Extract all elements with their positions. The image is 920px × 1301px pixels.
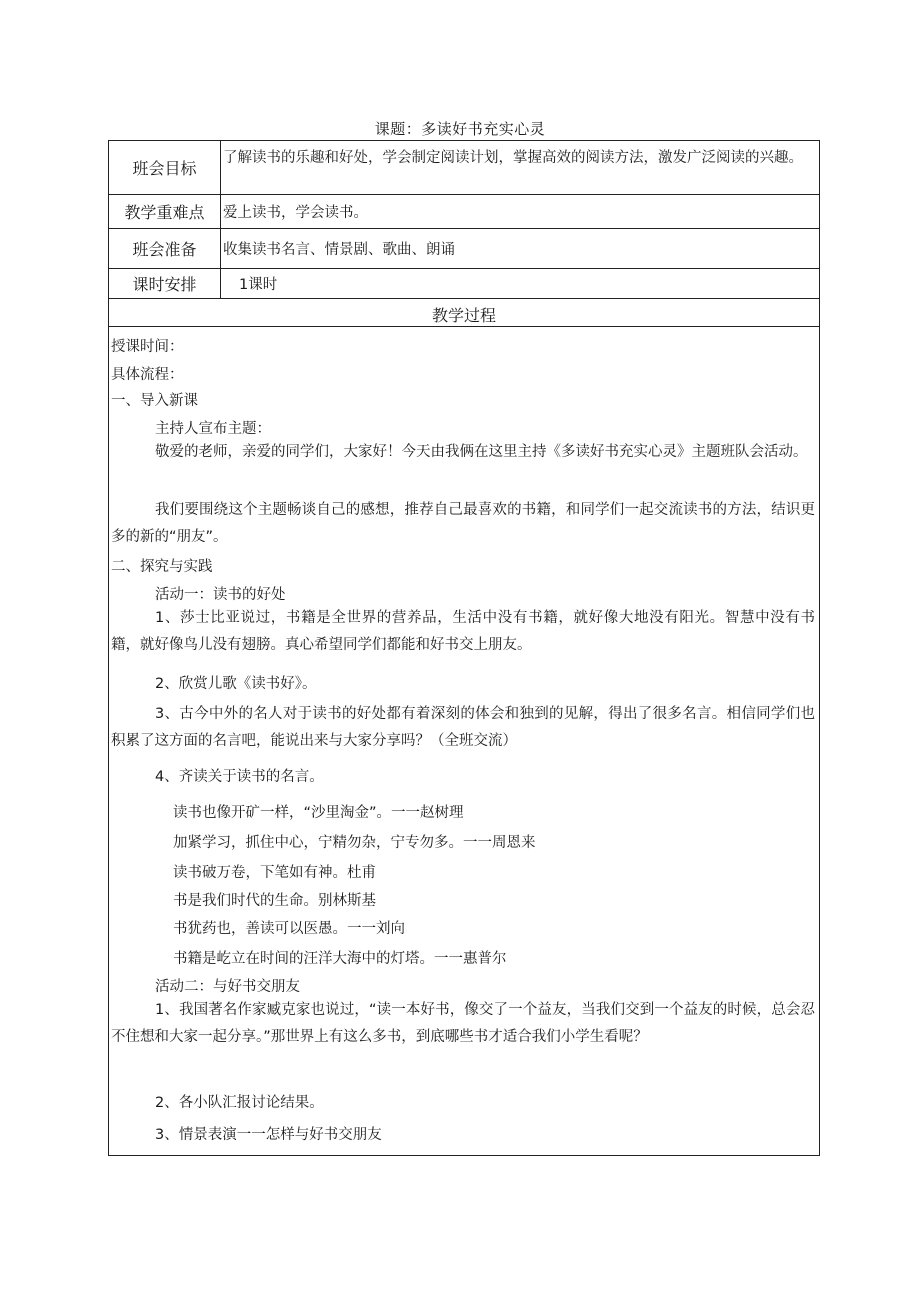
row-objective bbox=[109, 141, 819, 195]
paragraph: 敬爱的老师，亲爱的同学们，大家好！今天由我俩在这里主持《多读好书充实心灵》主题班队会活动。 bbox=[155, 444, 808, 460]
value-schedule: 1课时 bbox=[239, 277, 278, 293]
activity-heading: 活动一：读书的好处 bbox=[155, 587, 286, 603]
list-item: 2、各小队汇报讨论结果。 bbox=[155, 1095, 324, 1111]
list-item: 2、欣赏儿歌《读书好》。 bbox=[155, 676, 317, 692]
row-process-heading bbox=[109, 299, 819, 327]
process-heading: 教学过程 bbox=[431, 306, 496, 325]
quote: 书犹药也，善读可以医愚。一一刘向 bbox=[173, 921, 405, 937]
quote: 加紧学习，抓住中心，宁精勿杂，宁专勿多。一一周恩来 bbox=[173, 835, 536, 851]
section-heading: 一、导入新课 bbox=[111, 393, 198, 409]
section-heading: 二、探究与实践 bbox=[111, 559, 213, 575]
value-objective: 了解读书的乐趣和好处，学会制定阅读计划，掌握高效的阅读方法，激发广泛阅读的兴趣。 bbox=[223, 150, 803, 166]
paragraph: 3、古今中外的名人对于读书的好处都有着深刻的体会和独到的见解，得出了很多名言。相信同学们也积累了这方面的名言吧，能说出来与大家分享吗？（全班交流） bbox=[111, 706, 815, 749]
quote: 书是我们时代的生命。别林斯基 bbox=[173, 893, 376, 909]
label-key-points: 教学重难点 bbox=[109, 195, 221, 228]
paragraph: 1、我国著名作家臧克家也说过，“读一本好书，像交了一个益友，当我们交到一个益友的时候，总会忍不住想和大家一起分享。”那世界上有这么多书，到底哪些书才适合我们小学生看呢？ bbox=[111, 1002, 815, 1045]
list-item: 3、情景表演一一怎样与好书交朋友 bbox=[155, 1127, 382, 1143]
lesson-plan-table bbox=[108, 140, 820, 1156]
process-content bbox=[109, 327, 819, 1155]
value-preparation: 收集读书名言、情景剧、歌曲、朗诵 bbox=[223, 242, 455, 258]
value-key-points: 爱上读书，学会读书。 bbox=[223, 205, 368, 221]
quote: 书籍是屹立在时间的汪洋大海中的灯塔。一一惠普尔 bbox=[173, 951, 507, 967]
label-schedule: 课时安排 bbox=[109, 269, 221, 298]
process-flow: 具体流程： bbox=[111, 367, 184, 383]
quote: 读书破万卷，下笔如有神。杜甫 bbox=[173, 865, 376, 881]
host-line: 主持人宣布主题： bbox=[155, 421, 271, 437]
row-schedule bbox=[109, 269, 819, 299]
page-title: 课题：多读好书充实心灵 bbox=[374, 120, 546, 138]
teaching-time: 授课时间： bbox=[111, 339, 184, 355]
paragraph: 我们要围绕这个主题畅谈自己的感想，推荐自己最喜欢的书籍，和同学们一起交流读书的方法，结识更多的新的“朋友”。 bbox=[111, 502, 815, 545]
paragraph: 1、莎士比亚说过，书籍是全世界的营养品，生活中没有书籍，就好像大地没有阳光。智慧中没有书籍，就好像鸟儿没有翅膀。真心希望同学们都能和好书交上朋友。 bbox=[111, 610, 815, 653]
activity-heading: 活动二：与好书交朋友 bbox=[155, 979, 300, 995]
row-key-points bbox=[109, 195, 819, 229]
label-preparation: 班会准备 bbox=[109, 229, 221, 268]
label-objective: 班会目标 bbox=[109, 141, 221, 194]
list-item: 4、齐读关于读书的名言。 bbox=[155, 769, 324, 785]
quote: 读书也像开矿一样，“沙里淘金”。一一赵树理 bbox=[173, 805, 464, 821]
row-preparation bbox=[109, 229, 819, 269]
